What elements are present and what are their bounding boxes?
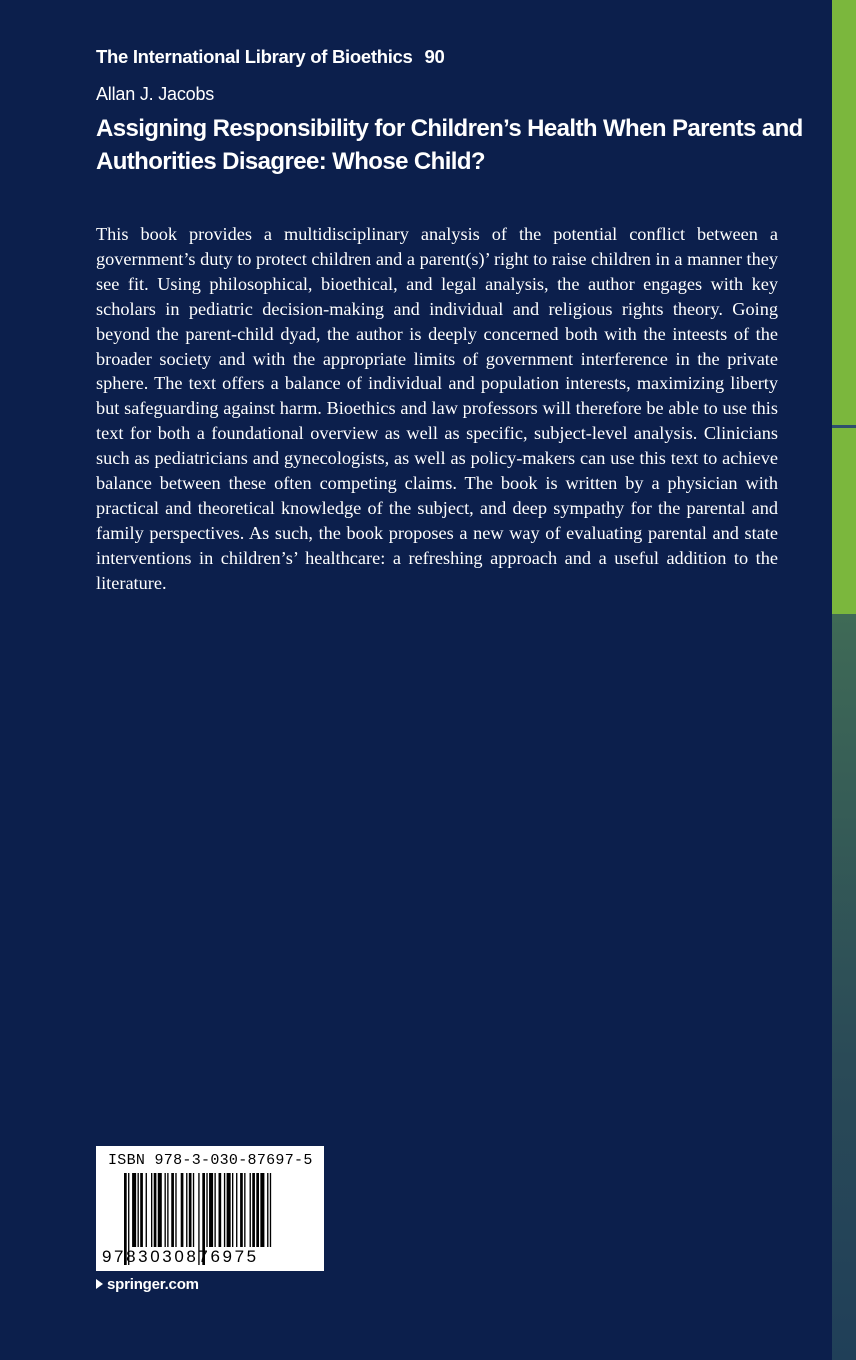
barcode-bar	[252, 1173, 255, 1247]
book-title: Assigning Responsibility for Children’s Health When Parents and Authorities Disagree: Whose Child?	[96, 115, 803, 175]
barcode-bar	[250, 1173, 251, 1247]
spine-color-strip	[832, 0, 856, 1360]
book-description: This book provides a multidisciplinary analysis of the potential conflict between a government’s duty to protect children and a parent(s)’ right to raise children in a manner they see fit. Using philosophical, bioethical, and legal analysis, the author engages with key scholars in pediatric decision-making and individual and religious rights theory. Going beyond the parent-child dyad, the author is deeply concerned both with the inteests of the broader society and with the appropriate limits of government interference in the private sphere. The text offers a balance of individual and population interests, maximizing liberty but safeguarding against harm. Bioethics and law professors will therefore be able to use this text for both a foundational overview as well as specific, subject-level analysis. Clinicians such as pediatricians and gynecologists, as well as policy-makers can use this text to achieve balance between these often competing claims. The book is written by a physician with practical and theoretical knowledge of the subject, and deep sympathy for the parental and family perspectives. As such, the book proposes a new way of evaluating parental and state interventions in children’s’ healthcare: a refreshing approach and a useful addition to the literature.	[96, 224, 778, 593]
barcode-bar	[256, 1173, 259, 1247]
barcode-bar	[132, 1173, 136, 1247]
barcode-bar	[151, 1173, 152, 1247]
barcode-bar	[267, 1173, 268, 1247]
publisher-website-text: springer.com	[107, 1276, 199, 1293]
barcode-bar	[236, 1173, 237, 1247]
barcode-bar	[206, 1173, 207, 1247]
barcode-bar	[167, 1173, 168, 1247]
barcode-bar	[244, 1173, 245, 1247]
barcode-bar	[146, 1173, 147, 1247]
spine-strip-middle	[832, 428, 856, 614]
barcode-bar	[270, 1173, 271, 1247]
barcode-bar	[171, 1173, 174, 1247]
barcode-bar	[181, 1173, 184, 1247]
barcode-bar	[154, 1173, 157, 1247]
isbn-label: ISBN 978-3-030-87697-5	[108, 1152, 313, 1169]
barcode-bar	[232, 1173, 233, 1247]
barcode-bar	[260, 1173, 264, 1247]
barcode-bar	[189, 1173, 192, 1247]
series-name: The International Library of Bioethics	[96, 46, 413, 67]
series-number: 90	[424, 46, 445, 67]
ean-digits: 9783030876975	[102, 1247, 259, 1266]
barcode-bar	[138, 1173, 139, 1247]
barcode-bar	[240, 1173, 243, 1247]
isbn-barcode	[96, 1146, 324, 1271]
barcode-bar	[158, 1173, 162, 1247]
author-name: Allan J. Jacobs	[96, 84, 215, 104]
spine-strip-lower	[832, 614, 856, 1360]
barcode-bar	[214, 1173, 215, 1247]
barcode-bar	[219, 1173, 222, 1247]
barcode-bar	[140, 1173, 143, 1247]
arrow-right-icon	[96, 1279, 103, 1289]
barcode-bar	[193, 1173, 194, 1247]
series-line	[96, 46, 445, 68]
barcode-bar	[209, 1173, 213, 1247]
barcode-bar	[186, 1173, 187, 1247]
barcode-bar	[227, 1173, 231, 1247]
spine-strip-upper	[832, 0, 856, 425]
barcode-bar	[224, 1173, 225, 1247]
barcode-bar	[165, 1173, 166, 1247]
publisher-website[interactable]	[96, 1276, 199, 1293]
barcode-bar	[175, 1173, 176, 1247]
